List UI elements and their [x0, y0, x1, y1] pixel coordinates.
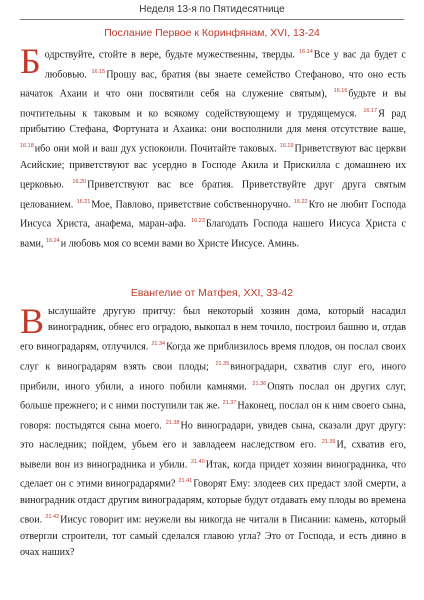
- verse-number: 16.17: [363, 107, 378, 114]
- verse-text: Итак, когда придет хозяин виноградника, что сделает он с этими виноградарями?: [20, 459, 406, 490]
- verse-number: 16.16: [333, 88, 348, 95]
- verse-number: 16.21: [76, 198, 91, 205]
- verse-number: 16.23: [191, 218, 205, 225]
- verse-text: ыслушайте другую притчу: был некоторый хозяин дома, который насадил виноградник, обнес его оградою, выкопал в нем точило, построил башню и, отдав его виноградарям, отлучился.: [20, 306, 406, 353]
- verse-text: одрствуйте, стойте в вере, будьте мужественны, тверды.: [44, 49, 299, 61]
- verse-text: Когда же приблизилось время плодов, он послал своих слуг к виноградарям взять свои плоды;: [20, 341, 406, 373]
- verse-number: 21.39: [321, 439, 336, 446]
- verse-text: Я рад прибытию Стефана, Фортуната и Ахаика: они восполнили для меня отсутствие ваше,: [20, 108, 406, 136]
- verse-number: 21.40: [191, 458, 205, 465]
- verse-number: 21.34: [151, 341, 166, 348]
- verse-text: Кто не любит Господа Иисуса Христа, анафема, маран-афа.: [20, 199, 406, 230]
- verse-number: 21.41: [178, 478, 193, 485]
- verse-text: Благодать Господа нашего Иисуса Христа с вами,: [20, 218, 406, 250]
- verse-text: Приветствуют вас церкви Асийские; приветствуют вас усердно в Господе Акила и Прискилла с домашнею их церковью.: [20, 143, 406, 191]
- verse-number: 21.37: [222, 400, 237, 407]
- verse-number: 21.42: [45, 514, 60, 521]
- verse-text: Опять послал он других слуг, больше прежнего; и с ними поступили так же.: [20, 380, 406, 412]
- verse-text: Мое, Павлово, приветствие собственноручно.: [91, 199, 294, 211]
- verse-text: Приветствуют вас все братия. Приветствуйте друг друга святым целованием.: [20, 179, 407, 211]
- verse-number: 16.19: [279, 143, 294, 150]
- verse-text: Но виноградари, увидев сына, сказали друг другу: это наследник; пойдем, убьем его и завладеем наследством его.: [20, 420, 406, 451]
- verse-number: 16.14: [299, 49, 313, 55]
- epistle-title: Послание Первое к Коринфянам, XVI, 13-24: [104, 27, 320, 39]
- gospel-dropcap: В: [20, 301, 45, 341]
- verse-text: Все у вас да будет с любовью.: [44, 49, 406, 80]
- verse-text: и любовь моя со всеми вами во Христе Иисусе. Аминь.: [60, 238, 300, 250]
- epistle-reading: [20, 41, 407, 252]
- verse-text: Иисус говорит им: неужели вы никогда не читали в Писании: камень, который отвергли строители, тот самый сделался главою угла? Это от Господа, и есть дивно в очах наших?: [20, 514, 406, 558]
- verse-text: Прошу вас, братия (вы знаете семейство Стефаново, что оно есть начаток Ахаии и что они посвятили себя на служение святым),: [20, 68, 407, 100]
- header-divider: [20, 19, 404, 20]
- verse-number: 16.15: [91, 68, 106, 75]
- verse-text: Наконец, послал он к ним своего сына, говоря: постыдятся сына моего.: [20, 400, 406, 432]
- epistle-dropcap: Б: [20, 41, 41, 81]
- verse-text: И, схватив его, вывели вон из виноградника и убили.: [20, 439, 406, 471]
- verse-number: 16.24: [45, 237, 60, 244]
- gospel-title: Евангелие от Матфея, XXI, 33-42: [130, 287, 294, 299]
- verse-number: 16.20: [72, 179, 87, 186]
- verse-number: 16.18: [20, 143, 34, 150]
- verse-text: Говорят Ему: злодеев сих предаст злой смерти, а виноградник отдаст другим виноградарям, которые будут отдавать ему плоды во времена свои.: [20, 478, 406, 526]
- gospel-reading: [20, 301, 406, 561]
- verse-text: будьте и вы почтительны к таковым и ко всякому содействующему и трудящемуся.: [20, 88, 406, 120]
- verse-text: виноградари, схватив слуг его, иного прибили, иного убили, а иного побили камнями.: [20, 361, 406, 392]
- verse-number: 21.36: [252, 380, 267, 387]
- verse-text: ибо они мой и ваш дух успокоили. Почитайте таковых.: [34, 143, 280, 155]
- verse-number: 21.35: [215, 360, 230, 367]
- page-header: Неделя 13-я по Пятидесятнице: [139, 4, 285, 15]
- verse-number: 21.38: [165, 419, 180, 426]
- verse-number: 16.22: [293, 198, 308, 205]
